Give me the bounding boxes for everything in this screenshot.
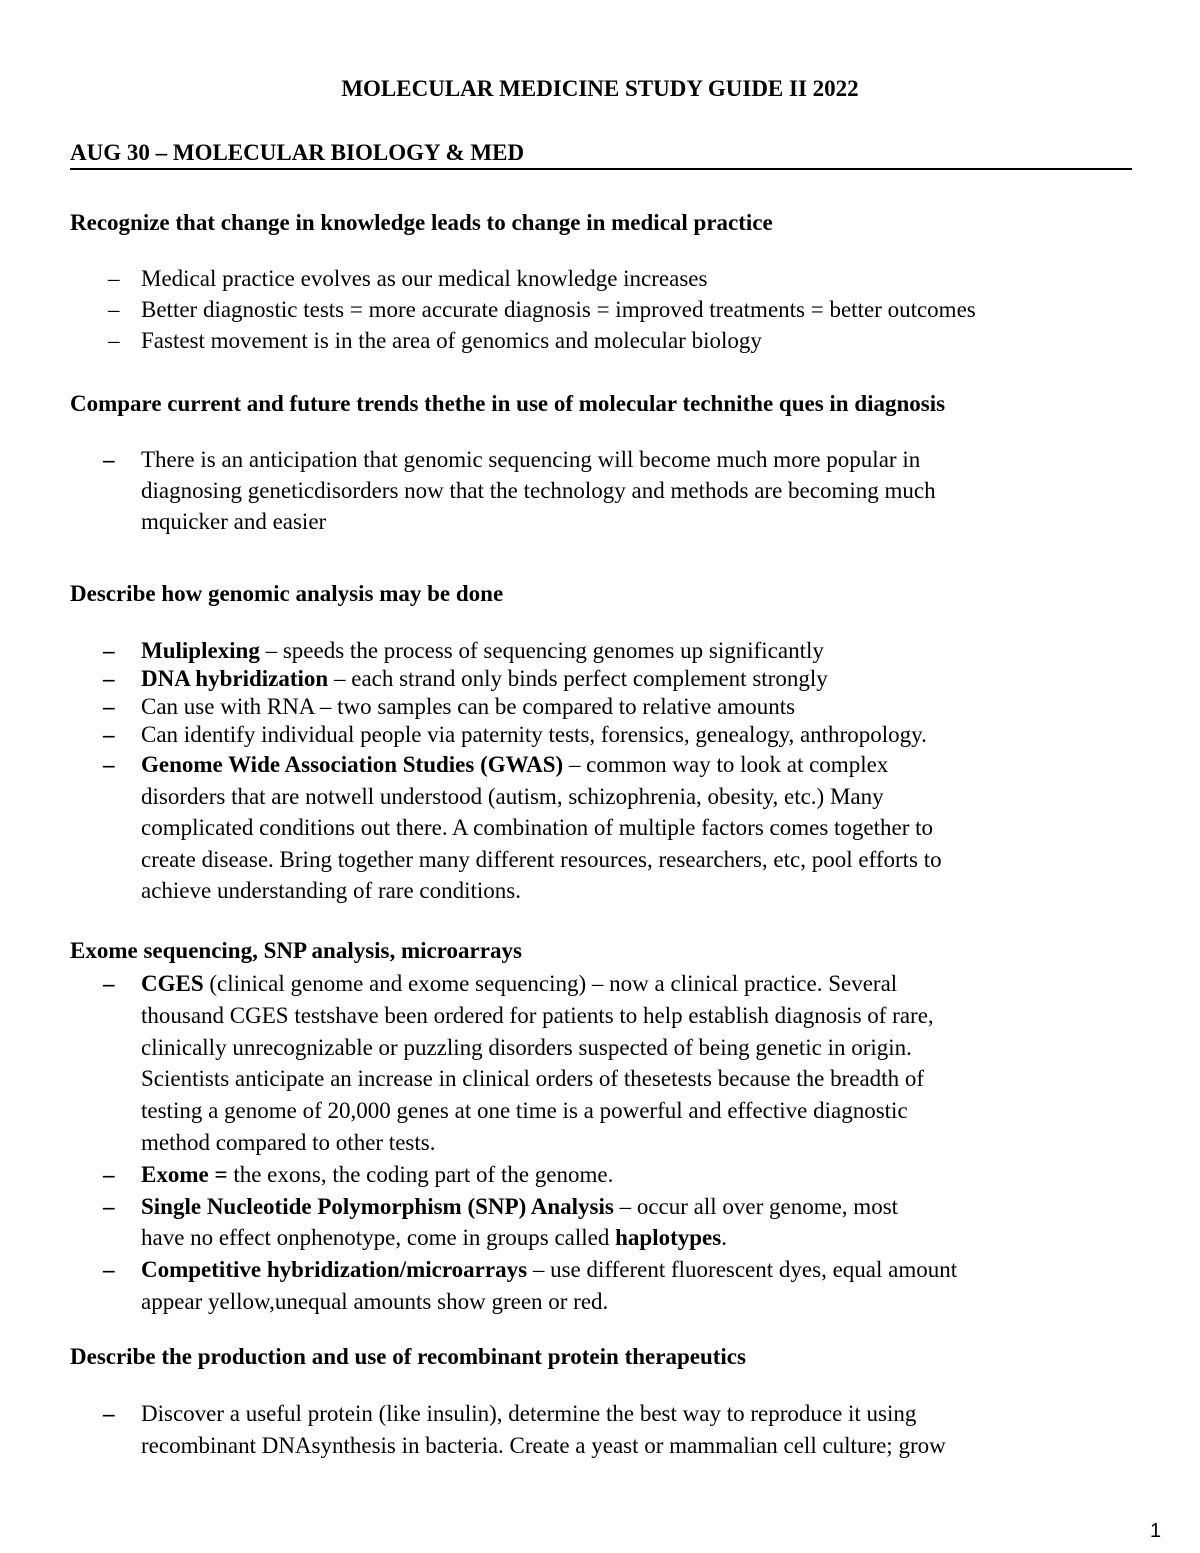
bullet-list	[70, 263, 1150, 356]
bullet-list	[70, 968, 1150, 1318]
page-number: 1	[1150, 1520, 1162, 1542]
list-item: – Discover a useful protein (like insulin), determine the best way to reproduce it using recombinant DNAsynthesis in bacteria. Create a yeast or mammalian cell culture; grow	[103, 1401, 946, 1458]
section-trends	[70, 389, 1150, 537]
bullet-list	[70, 637, 1150, 907]
section-heading: Describe how genomic analysis may be done	[70, 581, 504, 606]
section-heading: Recognize that change in knowledge leads to change in medical practice	[70, 210, 773, 235]
section-heading: Compare current and future trends thethe in use of molecular technithe ques in diagnosis	[70, 391, 946, 416]
date-heading: AUG 30 – MOLECULAR BIOLOGY & MED	[70, 138, 1132, 170]
section-recombinant-protein	[70, 1342, 1150, 1462]
document-title: MOLECULAR MEDICINE STUDY GUIDE II 2022	[341, 76, 859, 101]
list-item: – Better diagnostic tests = more accurate diagnosis = improved treatments = better outcomes	[108, 297, 976, 322]
list-item: – Fastest movement is in the area of genomics and molecular biology	[108, 328, 762, 353]
section-heading: Describe the production and use of recombinant protein therapeutics	[70, 1344, 746, 1369]
bullet-list	[70, 444, 1150, 537]
list-item: – Competitive hybridization/microarrays – use different fluorescent dyes, equal amount appear yellow,unequal amounts show green or red.	[103, 1257, 958, 1314]
list-item: – Genome Wide Association Studies (GWAS) – common way to look at complex disorders that are notwell understood (autism, schizophrenia, obesity, etc.) Many complicated conditions out there. A combination of multiple factors comes together to create disease. Bring together many different resources, researchers, etc, pool efforts to achieve understanding of rare conditions.	[103, 752, 942, 903]
list-item: – Medical practice evolves as our medical knowledge increases	[108, 266, 708, 291]
section-heading: Exome sequencing, SNP analysis, microarrays	[70, 938, 522, 963]
section-knowledge	[70, 208, 1150, 356]
section-exome-snp	[70, 936, 1150, 1318]
list-item: – CGES (clinical genome and exome sequencing) – now a clinical practice. Several thousand CGES testshave been ordered for patients to help establish diagnosis of rare, clinically unrecognizable or puzzling disorders suspected of being genetic in origin. Scientists anticipate an increase in clinical orders of thesetests because the breadth of testing a genome of 20,000 genes at one time is a powerful and effective diagnostic method compared to other tests.	[103, 971, 934, 1155]
list-item: – Single Nucleotide Polymorphism (SNP) Analysis – occur all over genome, most have no effect onphenotype, come in groups called haplotypes.	[103, 1193, 899, 1251]
list-item: – Muliplexing – speeds the process of sequencing genomes up significantly	[103, 638, 824, 663]
section-genomic-analysis	[70, 579, 1150, 907]
list-item: – There is an anticipation that genomic sequencing will become much more popular in diagnosing geneticdisorders now that the technology and methods are becoming much mquicker and easier	[103, 447, 936, 534]
list-item: – DNA hybridization – each strand only binds perfect complement strongly	[103, 666, 828, 691]
list-item: – Can use with RNA – two samples can be compared to relative amounts	[103, 694, 796, 719]
list-item: – Can identify individual people via paternity tests, forensics, genealogy, anthropology.	[103, 722, 927, 747]
bullet-list	[70, 1398, 1150, 1462]
list-item: – Exome = the exons, the coding part of the genome.	[103, 1161, 614, 1187]
